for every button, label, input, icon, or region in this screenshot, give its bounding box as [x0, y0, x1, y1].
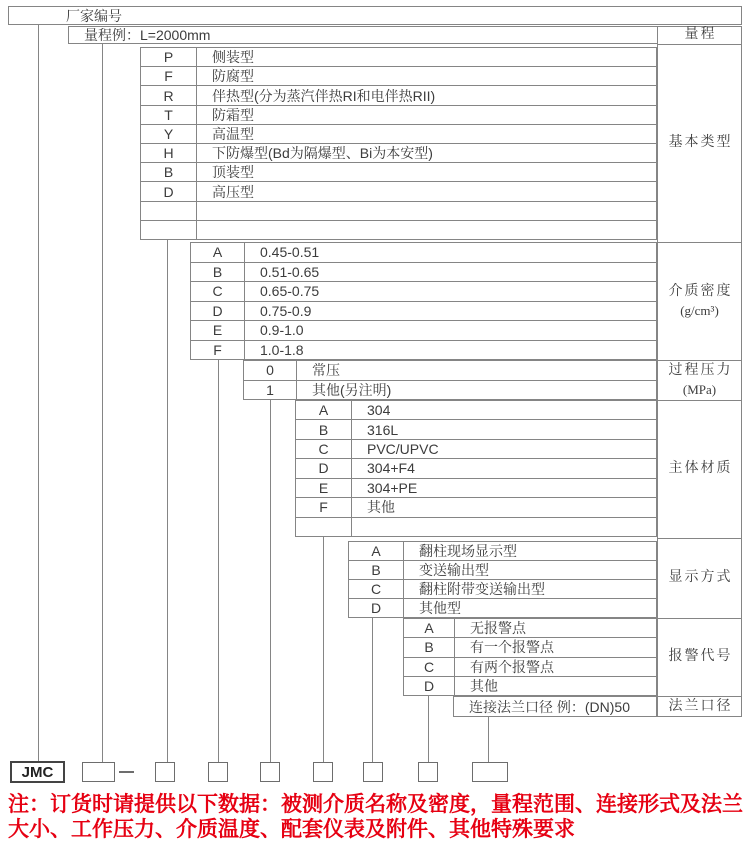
code-cell: D	[191, 302, 245, 321]
code-cell: C	[191, 282, 245, 301]
table-row	[141, 67, 656, 86]
table-row	[296, 401, 656, 420]
table-row	[404, 658, 656, 677]
table-row	[349, 542, 656, 561]
range-example-row	[68, 26, 658, 44]
label-display: 显示方式	[658, 539, 741, 619]
code-cell: F	[141, 67, 197, 85]
desc-cell: 下防爆型(Bd为隔爆型、Bi为本安型)	[212, 145, 433, 162]
desc-cell: 其他型	[419, 600, 461, 616]
desc-cell: 0.51-0.65	[260, 263, 320, 280]
pressure-table	[243, 360, 657, 400]
desc-cell: 0.45-0.51	[260, 244, 320, 261]
table-row	[191, 243, 656, 263]
code-cell: R	[141, 86, 197, 104]
basic-type-table	[140, 47, 657, 240]
code-cell: F	[296, 498, 352, 516]
code-cell: D	[296, 459, 352, 477]
table-row	[191, 282, 656, 302]
range-example-text: 量程例：L=2000mm	[84, 27, 211, 43]
code-cell	[141, 221, 197, 239]
desc-cell: 0.65-0.75	[260, 283, 320, 300]
table-row	[141, 86, 656, 105]
connector-line-density	[218, 360, 219, 763]
desc-cell: 防霜型	[212, 106, 254, 123]
desc-cell: 0.9-1.0	[260, 322, 304, 339]
table-row	[244, 381, 656, 400]
table-row	[349, 580, 656, 599]
code-cell: D	[404, 677, 455, 695]
code-cell: H	[141, 144, 197, 162]
connector-line-flange	[488, 717, 489, 763]
label-density: 介质密度 (g/cm³)	[658, 243, 741, 361]
table-row	[141, 182, 656, 201]
label-range: 量程	[658, 27, 741, 45]
density-table	[190, 242, 657, 360]
code-cell: B	[141, 163, 197, 181]
connector-line-display	[372, 618, 373, 763]
code-cell: Y	[141, 125, 197, 143]
label-basic-type: 基本类型	[658, 45, 741, 243]
connector-line-factory	[38, 25, 39, 763]
desc-cell: 0.75-0.9	[260, 302, 312, 319]
display-table	[348, 541, 657, 618]
code-cell: E	[191, 321, 245, 340]
desc-cell: 316L	[367, 421, 399, 438]
table-row	[296, 459, 656, 478]
table-row	[296, 518, 656, 536]
code-cell: 1	[244, 381, 297, 400]
desc-cell: 304+F4	[367, 460, 415, 477]
label-flange: 法兰口径	[668, 699, 733, 715]
table-row	[191, 341, 656, 360]
desc-cell: 变送输出型	[419, 562, 489, 578]
connector-line-pressure	[270, 400, 271, 763]
flange-row	[453, 696, 657, 717]
code-cell: F	[191, 341, 245, 360]
table-row	[141, 221, 656, 239]
connector-line-basic-type	[167, 240, 168, 763]
table-row	[244, 361, 656, 381]
code-box-alarm	[418, 762, 438, 782]
code-cell: 0	[244, 361, 297, 380]
table-row	[296, 479, 656, 498]
desc-cell	[197, 202, 656, 220]
code-cell: D	[141, 182, 197, 200]
desc-cell: 无报警点	[470, 620, 526, 637]
code-box-density	[208, 762, 228, 782]
table-row	[191, 321, 656, 341]
table-row	[141, 202, 656, 221]
table-row	[296, 420, 656, 439]
desc-cell: 伴热型(分为蒸汽伴热RI和电伴热RII)	[212, 87, 436, 104]
code-cell: A	[296, 401, 352, 419]
code-cell: B	[296, 420, 352, 438]
table-row	[141, 163, 656, 182]
desc-cell: PVC/UPVC	[367, 441, 439, 458]
code-cell: B	[349, 561, 404, 579]
code-cell: E	[296, 479, 352, 497]
desc-cell: 翻柱现场显示型	[419, 543, 517, 559]
desc-cell: 侧装型	[212, 49, 254, 66]
desc-cell: 翻柱附带变送输出型	[419, 581, 545, 597]
code-cell: A	[349, 542, 404, 560]
desc-cell: 1.0-1.8	[260, 341, 304, 358]
desc-cell: 有两个报警点	[470, 658, 554, 675]
code-cell: A	[404, 619, 455, 637]
desc-cell: 其他	[470, 677, 498, 694]
desc-cell: 高压型	[212, 183, 254, 200]
table-row	[404, 677, 656, 695]
table-row	[191, 302, 656, 322]
code-cell: B	[191, 263, 245, 282]
code-cell: D	[349, 599, 404, 617]
desc-cell: 其他(另注明)	[312, 381, 392, 398]
connector-line-alarm	[428, 696, 429, 763]
label-alarm: 报警代号	[658, 619, 741, 697]
desc-cell: 304	[367, 402, 391, 419]
table-row	[191, 263, 656, 283]
code-box-display	[363, 762, 383, 782]
model-prefix-box: JMC	[10, 761, 65, 783]
order-note: 注：订货时请提供以下数据：被测介质名称及密度，量程范围、连接形式及法兰大小、工作压力、介质温度、配套仪表及附件、其他特殊要求	[8, 793, 743, 841]
desc-cell: 有一个报警点	[470, 639, 554, 656]
desc-cell: 其他	[367, 499, 395, 516]
spec-label-column	[657, 26, 742, 717]
code-cell	[296, 518, 352, 536]
table-row	[404, 619, 656, 638]
code-box-range	[82, 762, 115, 782]
code-cell: C	[404, 658, 455, 676]
code-cell: A	[191, 243, 245, 262]
desc-cell: 常压	[312, 362, 340, 379]
label-material: 主体材质	[658, 401, 741, 539]
code-cell: P	[141, 48, 197, 66]
table-row	[404, 638, 656, 657]
label-density-unit: (g/cm³)	[680, 303, 719, 319]
code-box-flange	[472, 762, 508, 782]
table-row	[141, 48, 656, 67]
connector-line-range	[102, 44, 103, 763]
connector-line-material	[323, 537, 324, 763]
flange-row-text: 连接法兰口径 例：(DN)50	[469, 698, 631, 715]
table-row	[349, 599, 656, 617]
code-box-basic-type	[155, 762, 175, 782]
code-cell	[141, 202, 197, 220]
label-pressure: 过程压力 (MPa)	[658, 361, 741, 401]
table-row	[141, 106, 656, 125]
code-cell: C	[296, 440, 352, 458]
desc-cell: 防腐型	[212, 68, 254, 85]
table-row	[141, 125, 656, 144]
material-table	[295, 400, 657, 537]
factory-code-box	[8, 6, 742, 25]
code-box-pressure	[260, 762, 280, 782]
factory-code-label: 厂家编号	[66, 7, 122, 24]
desc-cell	[197, 221, 656, 239]
label-pressure-unit: (MPa)	[682, 382, 717, 398]
table-row	[141, 144, 656, 163]
code-cell: B	[404, 638, 455, 656]
alarm-table	[403, 618, 657, 696]
desc-cell: 顶装型	[212, 164, 254, 181]
table-row	[296, 440, 656, 459]
desc-cell: 304+PE	[367, 479, 418, 496]
table-row	[296, 498, 656, 517]
code-cell: C	[349, 580, 404, 598]
code-cell: T	[141, 106, 197, 124]
dash-separator	[119, 771, 134, 773]
table-row	[349, 561, 656, 580]
desc-cell: 高温型	[212, 125, 254, 142]
code-box-material	[313, 762, 333, 782]
desc-cell	[352, 518, 656, 536]
